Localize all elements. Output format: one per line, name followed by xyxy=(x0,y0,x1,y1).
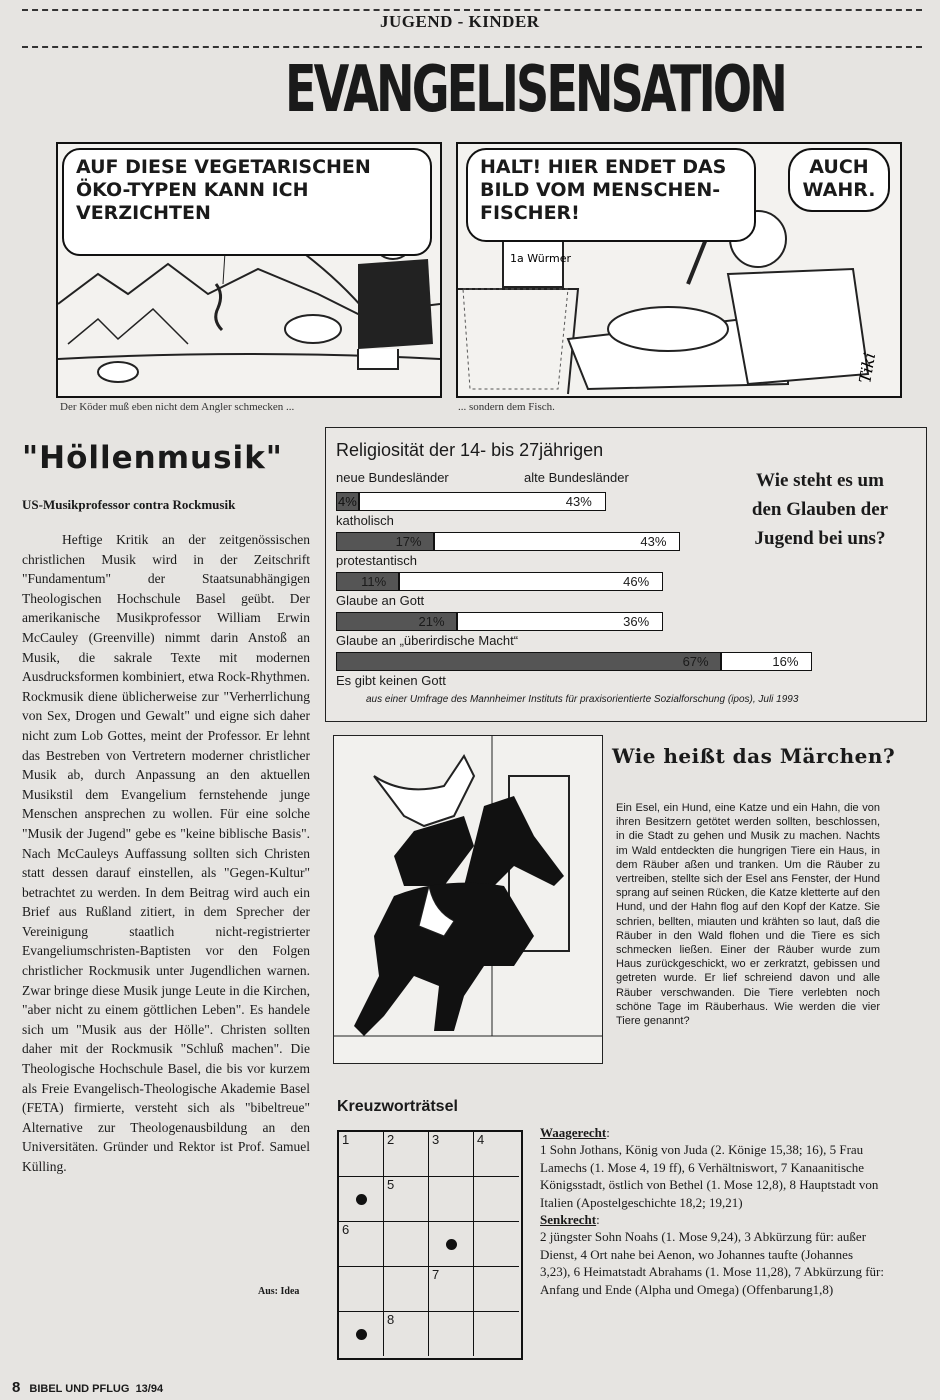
crossword-grid xyxy=(337,1130,523,1360)
across-label: Waagerecht xyxy=(540,1125,607,1140)
value-label-new: 67% xyxy=(682,654,709,669)
category-label: protestantisch xyxy=(336,553,417,568)
value-label-old: 16% xyxy=(772,654,799,669)
grid-cell-blocked xyxy=(339,1177,384,1222)
article-title: "Höllenmusik" xyxy=(22,440,283,476)
grid-cell[interactable] xyxy=(474,1267,519,1312)
legend-old-states: alte Bundesländer xyxy=(524,470,629,485)
crossword-clues: Waagerecht: 1 Sohn Jothans, König von Juda (2. Könige 15,38; 16), 5 Frau Lamechs (1. Mose 4, 19 ff), 6 Verhältniswort, 7 Kanaanitische Königsstadt, östlich von Bethel (1. Mose 12,8), 8 Hauptstadt von Italien (Apostelgeschichte 18,2; 19,21) Senkrecht: 2 jüngster Sohn Noahs (1. Mose 9,24), 3 Abkürzung für: außer Dienst, 4 Ort nahe bei Aenon, wo Johannes taufte (Johannes 3,23), 6 Heimatstadt Abrahams (1. Mose 11,28), 7 Abkürzung für: Anfang und Ende (Alpha und Omega) (Offenbarung1,8) xyxy=(540,1125,884,1297)
header-rule xyxy=(22,46,922,48)
fairy-text: Ein Esel, ein Hund, eine Katze und ein Hahn, die von ihren Besitzern getötet werden sollten, beschlossen, in die Stadt zu gehen und Musik zu machen. Nachts im Wald entdeckten die hungrigen Tiere ein Haus, in dem Räuber aßen und tranken. Um die Räuber zu vertreiben, stellte sich der Esel ans Fenster, der Hund sprang auf seinen Rücken, die Katze kletterte auf den Hund, und der Hahn flog auf den Kopf der Katze. Sie schrien, bellten, miauten und krähten so laut, daß die Räuber in den Wald flohen und die Tiere es sich schmecken ließen. Einer der Räuber wurde zum Haus zurückgeschickt, wo er zerkratzt, gebissen und getreten wurde. Er lief schreiend davon und alle Räuber verschwanden. Die Tiere verlebten noch schöne Tage im Räuberhaus. Wie werden die vier Tiere genannt? xyxy=(616,802,880,1028)
cell-number: 4 xyxy=(477,1132,485,1147)
grid-cell[interactable] xyxy=(339,1267,384,1312)
sidebar-question: Wie steht es um den Glauben der Jugend bei uns? xyxy=(751,470,889,549)
article-subtitle: US-Musikprofessor contra Rockmusik xyxy=(22,497,236,512)
grid-cell[interactable] xyxy=(474,1177,519,1222)
category-label: Glaube an Gott xyxy=(336,593,425,608)
page-number: 8 xyxy=(12,1379,21,1396)
grid-cell[interactable] xyxy=(384,1222,429,1267)
fairy-title: Wie heißt das Märchen? xyxy=(612,744,896,768)
caption-right: ... sondern dem Fisch. xyxy=(458,401,555,413)
down-label: Senkrecht xyxy=(540,1212,597,1228)
article-body: Heftige Kritik an der zeitgenössischen christlichen Musik wird in der Zeitschrift "Fundamentum" der Staatsunabhängigen Theologischen Hochschule Basel geübt. Der amerikanische Musikprofessor William Erwin McCauley (Greenville) nimmt darin Anstoß an Musik, die sakrale Texte mit modernen Ausdrucksformen kombiniert, etwa Rock-Rhythmen. Rockmusik diene üblicherweise zur "Verherrlichung von Sex, Drogen und Gewalt" und eigne sich daher nicht zum Lob Gottes, meint der Professor. Er lehnt das Bestreben von Vertretern moderner christlicher Musik ab, durch Anpassung an den aktuellen Musikstil dem Evangelium fernstehende junge Menschen ansprechen zu wollen. Für eine solche "Musik der Jugend" gebe es "keine biblische Basis". Nach McCauleys Auffassung sollten sich Christen statt dessen darauf einstellen, als "Gegen-Kultur" betrachtet zu werden. In dem Beitrag wird auch ein Brief aus Rußland zitiert, in dem Sprecher der Vereinigung staatlich nicht-registrierter Evangeliumschristen-Baptisten vor den Folgen christlicher Rockmusik unter Jugendlichen warnen. Zwar bringe diese Musik junge Leute in die Kirchen, "aber nicht zu einem göttlichen Leben". Es handele sich um "Musik aus der Hölle". Christen sollten daher mit der Rockmusik "Schluß machen". Die Theologische Hochschule Basel, die bis vor kurzem als Freie Evangelisch-Theologische Akademie Basel (FETA) firmierte, versteht sich als "bibeltreue" Alternative zur Theologenausbildung an den Universitäten. Gründer und Rektor ist Prof. Samuel Külling. xyxy=(22,532,310,1174)
artist-signature: Tiki xyxy=(855,351,880,385)
across-clues: 1 Sohn Jothans, König von Juda (2. Könige 15,38; 16), 5 Frau Lamechs (1. Mose 4, 19 ff), 6 Verhältniswort, 7 Kanaanitische Königsstadt, östlich von Bethel (1. Mose 12,8), 8 Hauptstadt von Italien (Apostelgeschichte 18,2; 19,21) xyxy=(540,1142,879,1210)
speech-bubble-right: HALT! HIER ENDET DAS BILD VOM MENSCHEN-FISCHER! xyxy=(466,148,756,242)
value-label-old: 46% xyxy=(623,574,650,589)
value-label-new: 11% xyxy=(361,574,387,589)
crossword-title: Kreuzworträtsel xyxy=(337,1098,458,1115)
value-label-old: 36% xyxy=(623,614,650,629)
grid-cell[interactable] xyxy=(339,1222,384,1267)
down-clues: 2 jüngster Sohn Noahs (1. Mose 9,24), 3 Abkürzung für: außer Dienst, 4 Ort nahe bei Aenon, wo Johannes taufte (Johannes 3,23), 6 Heimatstadt Abrahams (1. Mose 11,28), 7 Abkürzung für: Anfang und Ende (Alpha und Omega) (Offenbarung1,8) xyxy=(540,1229,884,1297)
blocked-marker xyxy=(446,1239,457,1250)
top-rule xyxy=(22,9,922,11)
value-label-old: 43% xyxy=(640,534,667,549)
grid-cell-blocked xyxy=(429,1222,474,1267)
grid-cell[interactable] xyxy=(429,1177,474,1222)
cartoon-panel-right xyxy=(456,142,902,398)
chart-source: aus einer Umfrage des Mannheimer Instituts für praxisorientierte Sozialforschung (ipos), Juli 1993 xyxy=(366,694,799,705)
chart-title: Religiosität der 14- bis 27jährigen xyxy=(336,440,604,460)
bar-new-states xyxy=(336,652,721,671)
cell-number: 7 xyxy=(432,1267,440,1282)
issue-number: 13/94 xyxy=(135,1383,164,1395)
bar-old-states xyxy=(721,652,813,671)
grid-cell[interactable] xyxy=(339,1132,384,1177)
blocked-marker xyxy=(356,1194,367,1205)
cell-number: 8 xyxy=(387,1312,395,1327)
article-source: Aus: Idea xyxy=(258,1286,300,1297)
publication-name: BIBEL UND PFLUG xyxy=(29,1383,130,1395)
value-label-new: 17% xyxy=(395,534,422,549)
category-label: katholisch xyxy=(336,513,394,528)
value-label-old: 43% xyxy=(565,494,592,509)
grid-cell[interactable] xyxy=(429,1267,474,1312)
speech-bubble-fish: AUCH WAHR. xyxy=(788,148,890,212)
value-label-new: 4% xyxy=(338,494,357,509)
grid-cell[interactable] xyxy=(429,1132,474,1177)
cell-number: 3 xyxy=(432,1132,440,1147)
section-label: JUGEND - KINDER xyxy=(380,12,540,31)
cell-number: 6 xyxy=(342,1222,350,1237)
legend-new-states: neue Bundesländer xyxy=(336,470,449,485)
grid-cell[interactable] xyxy=(384,1177,429,1222)
grid-cell[interactable] xyxy=(474,1222,519,1267)
grid-cell-blocked xyxy=(339,1312,384,1356)
category-label: Es gibt keinen Gott xyxy=(336,673,446,688)
cartoon-title: EVANGELISENSATION xyxy=(285,53,785,127)
grid-cell[interactable] xyxy=(384,1267,429,1312)
category-label: Glaube an „überirdische Macht“ xyxy=(336,633,519,648)
page-footer xyxy=(12,1379,163,1396)
worm-can-label: 1a Würmer xyxy=(510,252,572,265)
value-label-new: 21% xyxy=(418,614,445,629)
cell-number: 1 xyxy=(342,1132,350,1147)
caption-left: Der Köder muß eben nicht dem Angler schmecken ... xyxy=(60,401,295,413)
cell-number: 2 xyxy=(387,1132,395,1147)
grid-cell[interactable] xyxy=(474,1132,519,1177)
grid-cell[interactable] xyxy=(384,1312,429,1356)
cartoon-panel-left xyxy=(56,142,442,398)
speech-bubble-left: AUF DIESE VEGETARISCHEN ÖKO-TYPEN KANN ICH VERZICHTEN xyxy=(62,148,432,256)
grid-cell[interactable] xyxy=(474,1312,519,1356)
animals-drawing xyxy=(334,736,602,1063)
grid-cell[interactable] xyxy=(384,1132,429,1177)
blocked-marker xyxy=(356,1329,367,1340)
grid-cell[interactable] xyxy=(429,1312,474,1356)
cell-number: 5 xyxy=(387,1177,395,1192)
bremen-musicians-illustration xyxy=(333,735,603,1064)
